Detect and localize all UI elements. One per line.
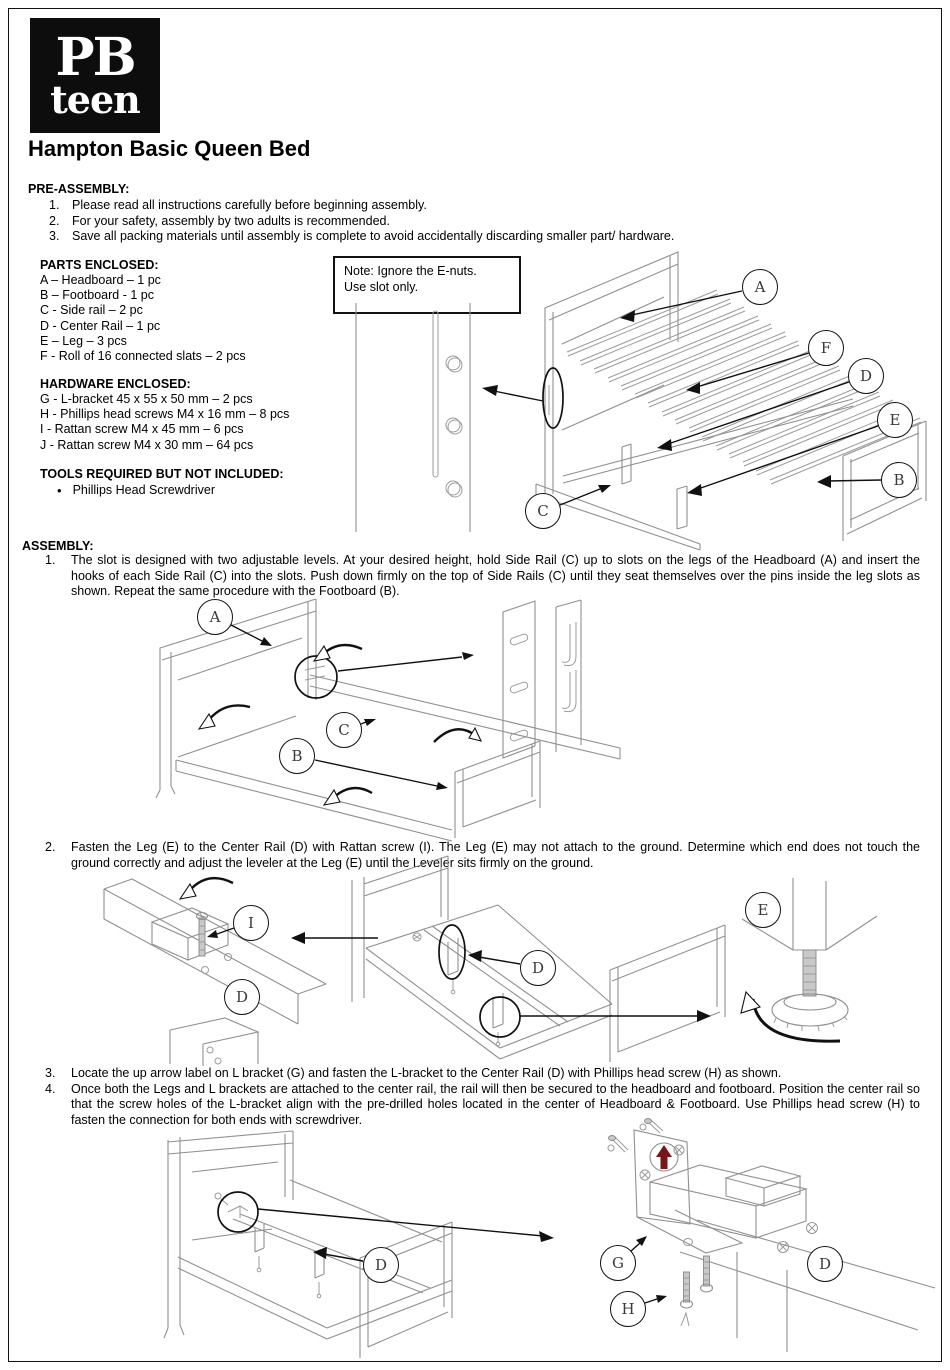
- up-arrow-label: [656, 1145, 672, 1169]
- item-number: 1.: [49, 198, 60, 212]
- side-rail-art: [536, 484, 700, 550]
- assembly-heading: ASSEMBLY:: [22, 539, 94, 553]
- hardware-item: I - Rattan screw M4 x 45 mm – 6 pcs: [40, 422, 244, 437]
- callout-d-bed-step2: D: [520, 950, 556, 986]
- part-item: C - Side rail – 2 pc: [40, 303, 143, 318]
- overview-diagram: [340, 240, 950, 552]
- callout-d-bed-step34: D: [363, 1247, 399, 1283]
- pre-assembly-heading: PRE-ASSEMBLY:: [28, 182, 130, 196]
- pre-assembly-list: [49, 198, 919, 245]
- step-text: Locate the up arrow label on L bracket (G) and fasten the L-bracket to the Center Rail (D) with Phillips head screw (H) as shown.: [71, 1066, 782, 1080]
- callout-e: E: [877, 402, 913, 438]
- logo-line1: PB: [55, 26, 135, 88]
- assembly-step-3: [45, 1066, 920, 1082]
- note-line2: Use slot only.: [344, 280, 419, 294]
- step-text: Fasten the Leg (E) to the Center Rail (D) with Rattan screw (I). The Leg (E) may not attach to the ground. Determine which end does not touch the ground correctly and adjust the leveler at the Leg (E) until the Leveler sits firmly on the ground.: [71, 840, 920, 870]
- headboard-art: [545, 252, 678, 497]
- parts-enclosed-heading: PARTS ENCLOSED:: [40, 258, 159, 272]
- hook-plate-art: [556, 600, 581, 752]
- callout-f: F: [808, 330, 844, 366]
- rail-screw-detail-art: [104, 878, 326, 1066]
- step1-diagram: [150, 596, 800, 841]
- hardware-item: G - L-bracket 45 x 55 x 50 mm – 2 pcs: [40, 392, 253, 406]
- hardware-item: J - Rattan screw M4 x 30 mm – 64 pcs: [40, 437, 254, 452]
- tools-required-heading: TOOLS REQUIRED BUT NOT INCLUDED:: [40, 467, 284, 481]
- page-title: Hampton Basic Queen Bed: [28, 136, 311, 161]
- item-text: Save all packing materials until assembly is complete to avoid accidentally discarding smaller part/ hardware.: [72, 229, 675, 244]
- note-line1: Note: Ignore the E-nuts.: [344, 264, 477, 278]
- callout-d-rail-step34: D: [807, 1246, 843, 1282]
- assembly-step-1: [45, 553, 920, 600]
- front-rail-art: [176, 760, 452, 841]
- hardware-item: H - Phillips head screws M4 x 16 mm – 8 pcs: [40, 407, 290, 422]
- step-number: 1.: [45, 553, 56, 567]
- slot-plate-art: [503, 601, 535, 758]
- list-item: [49, 198, 919, 214]
- hardware-enclosed-list: [40, 392, 289, 453]
- list-item: [49, 214, 919, 230]
- assembly-steps-3-4: [45, 1066, 920, 1128]
- callout-d: D: [848, 358, 884, 394]
- tool-text: Phillips Head Screwdriver: [72, 483, 215, 497]
- tools-required-item: [57, 483, 215, 498]
- step-number: 4.: [45, 1081, 56, 1096]
- step-text: Once both the Legs and L brackets are attached to the center rail, the rail will then be secured to the headboard and footboard. Position the center rail so that the screw holes of the L-bracket align with the pre-drilled holes located in the center of Headboard & Footboard. Use Phillips head screw (H) to fasten the connection for both ends with screwdriver.: [71, 1081, 920, 1127]
- item-number: 3.: [49, 229, 60, 244]
- step-number: 2.: [45, 840, 56, 854]
- bed-frame-art: [164, 1131, 452, 1358]
- bracket-detail-art: [608, 1119, 935, 1353]
- assembly-step-4: [45, 1082, 920, 1129]
- part-item: E – Leg – 3 pcs: [40, 333, 127, 348]
- pbteen-logo: [30, 18, 160, 133]
- callout-e-step2: E: [745, 892, 781, 928]
- part-item: A – Headboard – 1 pc: [40, 273, 161, 287]
- logo-line2: teen: [50, 76, 140, 122]
- callout-c-step1: C: [326, 712, 362, 748]
- callout-g-step34: G: [600, 1245, 636, 1281]
- callout-c: C: [525, 493, 561, 529]
- callout-b-step1: B: [279, 738, 315, 774]
- hardware-enclosed-heading: HARDWARE ENCLOSED:: [40, 377, 191, 391]
- callout-a: A: [742, 269, 778, 305]
- legs-art: [622, 444, 687, 529]
- footboard-art: [455, 741, 540, 838]
- step-number: 3.: [45, 1066, 56, 1080]
- step-text: The slot is designed with two adjustable levels. At your desired height, hold Side Rail (C) up to slots on the legs of the Headboard (A) and insert the hooks of each Side Rail (C) into the slots. Push down firmly on the top of Side Rails (C) until they seat themselves over the pins inside the leg slots as shown. Repeat the same procedure with the Footboard (B).: [71, 553, 920, 598]
- part-item: F - Roll of 16 connected slats – 2 pcs: [40, 349, 246, 364]
- leg-slot-detail-art: [356, 303, 470, 532]
- callout-i-step2: I: [233, 905, 269, 941]
- parts-enclosed-list: [40, 273, 246, 364]
- callout-a-step1: A: [197, 599, 233, 635]
- part-item: D - Center Rail – 1 pc: [40, 318, 161, 333]
- item-text: Please read all instructions carefully before beginning assembly.: [72, 198, 427, 212]
- callout-h-step34: H: [610, 1291, 646, 1327]
- item-text: For your safety, assembly by two adults is recommended.: [72, 213, 390, 228]
- item-number: 2.: [49, 213, 60, 228]
- callout-b: B: [881, 462, 917, 498]
- callout-d-rail-step2: D: [224, 979, 260, 1015]
- part-item: B – Footboard - 1 pc: [40, 288, 154, 303]
- bullet-icon: [57, 483, 73, 498]
